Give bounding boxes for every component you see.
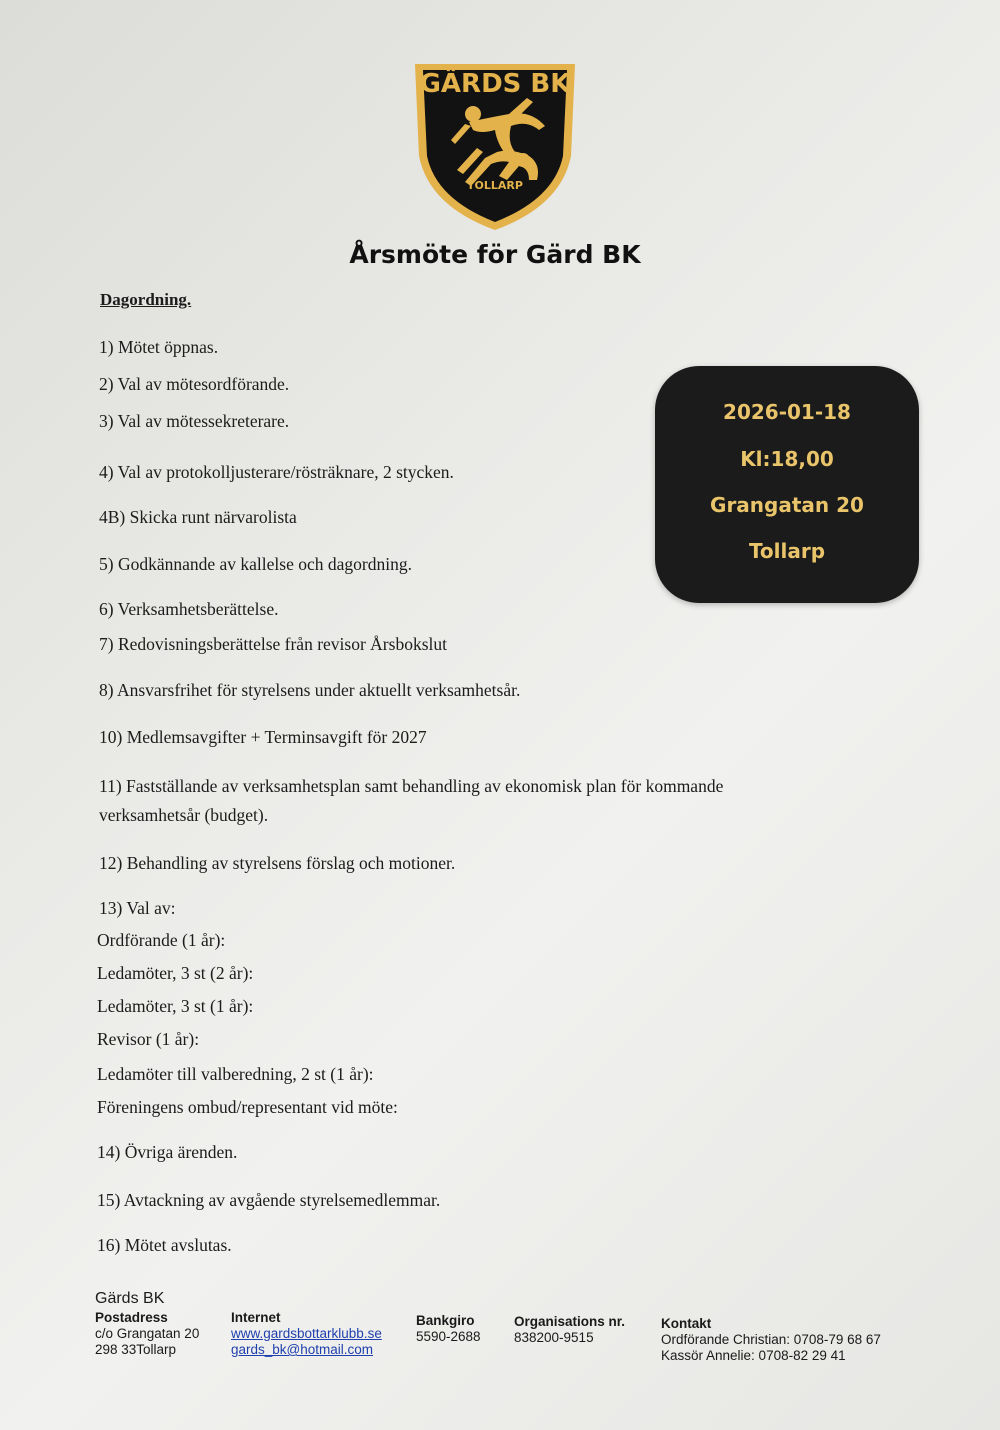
club-logo bbox=[411, 56, 579, 234]
contact-line2: Kassör Annelie: 0708-82 29 41 bbox=[661, 1348, 846, 1363]
meeting-time: Kl:18,00 bbox=[740, 447, 834, 471]
footer-postal bbox=[95, 1310, 199, 1358]
agenda-item: 4) Val av protokolljusterare/rösträknare, 2 stycken. bbox=[99, 462, 454, 482]
org-label: Organisations nr. bbox=[514, 1314, 626, 1329]
agenda-item: 6) Verksamhetsberättelse. bbox=[99, 599, 279, 619]
logo-place: TOLLARP bbox=[467, 179, 523, 192]
postal-line2: 298 33Tollarp bbox=[95, 1342, 177, 1357]
agenda-item: 16) Mötet avslutas. bbox=[97, 1235, 232, 1255]
email-link[interactable]: gards_bk@hotmail.com bbox=[231, 1342, 374, 1357]
agenda-item: 2) Val av mötesordförande. bbox=[99, 374, 290, 394]
agenda-item: 12) Behandling av styrelsens förslag och motioner. bbox=[99, 853, 456, 873]
agenda-item: 4B) Skicka runt närvarolista bbox=[99, 507, 297, 527]
agenda-item: 14) Övriga ärenden. bbox=[97, 1142, 238, 1162]
contact-line1: Ordförande Christian: 0708-79 68 67 bbox=[661, 1332, 881, 1347]
agenda-item: Ledamöter, 3 st (1 år): bbox=[97, 996, 254, 1016]
bankgiro-value: 5590-2688 bbox=[416, 1329, 481, 1344]
agenda-item: 1) Mötet öppnas. bbox=[99, 337, 219, 357]
agenda-item: 3) Val av mötessekreterare. bbox=[99, 411, 290, 431]
agenda-item: Ordförande (1 år): bbox=[97, 930, 226, 950]
agenda-item: 7) Redovisningsberättelse från revisor Årsbokslut bbox=[99, 634, 447, 654]
footer-internet bbox=[231, 1310, 382, 1358]
website-link[interactable]: www.gardsbottarklubb.se bbox=[231, 1326, 382, 1341]
agenda-item: 8) Ansvarsfrihet för styrelsens under aktuellt verksamhetsår. bbox=[99, 680, 521, 700]
agenda-item: 5) Godkännande av kallelse och dagordning. bbox=[99, 554, 412, 574]
internet-label: Internet bbox=[231, 1310, 281, 1325]
agenda-item: 15) Avtackning av avgående styrelsemedlemmar. bbox=[97, 1190, 441, 1210]
agenda-item: 11) Fastställande av verksamhetsplan samt behandling av ekonomisk plan för kommande bbox=[99, 776, 724, 796]
agenda-item: 10) Medlemsavgifter + Terminsavgift för 2027 bbox=[99, 727, 427, 747]
agenda-item: verksamhetsår (budget). bbox=[99, 805, 269, 825]
meeting-info-box bbox=[655, 366, 919, 603]
meeting-street: Grangatan 20 bbox=[710, 493, 864, 517]
footer-contact bbox=[661, 1316, 881, 1364]
agenda-item: Ledamöter, 3 st (2 år): bbox=[97, 963, 254, 983]
footer-org bbox=[514, 1314, 625, 1346]
meeting-town: Tollarp bbox=[748, 539, 826, 563]
footer-bankgiro bbox=[416, 1313, 481, 1345]
postal-line1: c/o Grangatan 20 bbox=[95, 1326, 200, 1341]
agenda-item: Revisor (1 år): bbox=[97, 1029, 200, 1049]
page-title: Årsmöte för Gärd BK bbox=[349, 240, 641, 269]
agenda-item: Föreningens ombud/representant vid möte: bbox=[97, 1097, 398, 1117]
shield-icon bbox=[411, 56, 579, 234]
contact-label: Kontakt bbox=[661, 1316, 712, 1331]
postal-label: Postadress bbox=[95, 1310, 168, 1325]
bankgiro-label: Bankgiro bbox=[416, 1313, 475, 1328]
agenda-item: 13) Val av: bbox=[99, 898, 176, 918]
agenda-item: Ledamöter till valberedning, 2 st (1 år): bbox=[97, 1064, 374, 1084]
org-value: 838200-9515 bbox=[514, 1330, 594, 1345]
footer-club-name: Gärds BK bbox=[95, 1290, 165, 1307]
meeting-date: 2026-01-18 bbox=[723, 400, 851, 424]
logo-name: GÄRDS BK bbox=[419, 69, 571, 99]
agenda-heading: Dagordning. bbox=[100, 290, 192, 309]
